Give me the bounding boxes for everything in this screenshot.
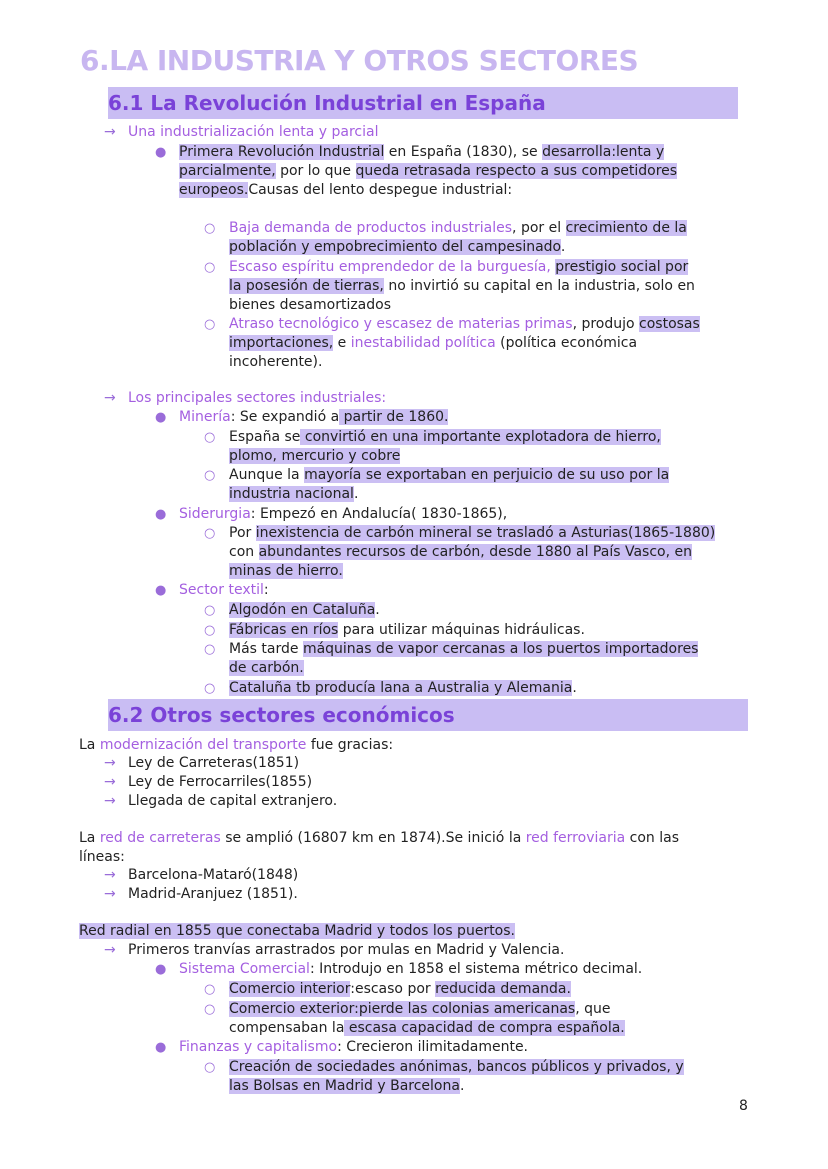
subitem-line: industria nacional. (229, 486, 359, 502)
arrow-item: → Llegada de capital extranjero. (104, 793, 338, 809)
arrow-item-industrializacion: → Una industrialización lenta y parcial (104, 124, 379, 140)
subitem-line: incoherente). (229, 354, 323, 370)
circle-bullet-icon: ○ (204, 430, 216, 445)
subitem-line: Fábricas en ríos para utilizar máquinas hidráulicas. (229, 622, 585, 638)
bullet-icon: ● (155, 583, 167, 598)
subitem-line: Algodón en Cataluña. (229, 602, 380, 618)
subitem-line: Por inexistencia de carbón mineral se trasladó a Asturias(1865-1880) (229, 525, 716, 541)
paragraph-line: La modernización del transporte fue gracias: (79, 737, 394, 753)
arrow-icon: → (104, 755, 116, 771)
bullet-text-line: parcialmente, por lo que queda retrasada respecto a sus competidores (179, 163, 678, 179)
circle-bullet-icon: ○ (204, 260, 216, 275)
bullet-finanzas: Finanzas y capitalismo: Crecieron ilimitadamente. (179, 1039, 529, 1055)
bullet-sistema-comercial: Sistema Comercial: Introdujo en 1858 el sistema métrico decimal. (179, 961, 643, 977)
subitem-line: población y empobrecimiento del campesinado. (229, 239, 566, 255)
circle-bullet-icon: ○ (204, 623, 216, 638)
section-heading-6-1 (80, 87, 738, 119)
subitem-line: Comercio exterior:pierde las colonias americanas, que (229, 1001, 611, 1017)
bullet-icon: ● (155, 507, 167, 522)
heading-text: 6.2 Otros sectores económicos (108, 703, 455, 727)
subitem-line: Atraso tecnológico y escasez de materias primas, produjo costosas (229, 316, 700, 332)
subitem-line: Baja demanda de productos industriales, por el crecimiento de la (229, 220, 687, 236)
subitem-line: Comercio interior:escaso por reducida demanda. (229, 981, 571, 997)
circle-bullet-icon: ○ (204, 982, 216, 997)
arrow-item: → Ley de Carreteras(1851) (104, 755, 300, 771)
subitem-line: Escaso espíritu emprendedor de la burguesía, prestigio social por (229, 259, 689, 275)
subitem-line: importaciones, e inestabilidad política (política económica (229, 335, 638, 351)
arrow-item: → Ley de Ferrocarriles(1855) (104, 774, 313, 790)
subitem-line: la posesión de tierras, no invirtió su capital en la industria, solo en (229, 278, 695, 294)
circle-bullet-icon: ○ (204, 468, 216, 483)
heading-indent (80, 87, 108, 119)
bullet-mineria: Minería: Se expandió a partir de 1860. (179, 409, 449, 425)
arrow-item: → Madrid-Aranjuez (1851). (104, 886, 298, 902)
page-title: 6.LA INDUSTRIA Y OTROS SECTORES (80, 44, 639, 77)
circle-bullet-icon: ○ (204, 317, 216, 332)
subitem-line: Cataluña tb producía lana a Australia y Alemania. (229, 680, 577, 696)
subitem-line: Aunque la mayoría se exportaban en perjuicio de su uso por la (229, 467, 670, 483)
arrow-icon: → (104, 390, 116, 406)
circle-bullet-icon: ○ (204, 1060, 216, 1075)
circle-bullet-icon: ○ (204, 221, 216, 236)
paragraph-line: Red radial en 1855 que conectaba Madrid y todos los puertos. (79, 923, 515, 939)
circle-bullet-icon: ○ (204, 642, 216, 657)
arrow-item: → Barcelona-Mataró(1848) (104, 867, 299, 883)
arrow-icon: → (104, 774, 116, 790)
bullet-text-line: europeos.Causas del lento despegue industrial: (179, 182, 513, 198)
paragraph-line: líneas: (79, 849, 125, 865)
heading-indent (80, 699, 108, 731)
circle-bullet-icon: ○ (204, 603, 216, 618)
arrow-icon: → (104, 793, 116, 809)
bullet-icon: ● (155, 962, 167, 977)
subitem-line: minas de hierro. (229, 563, 343, 579)
subitem-line: bienes desamortizados (229, 297, 392, 313)
section-heading-6-2 (80, 699, 748, 731)
circle-bullet-icon: ○ (204, 1002, 216, 1017)
subitem-line: de carbón. (229, 660, 304, 676)
arrow-icon: → (104, 942, 116, 958)
circle-bullet-icon: ○ (204, 681, 216, 696)
subitem-line: con abundantes recursos de carbón, desde 1880 al País Vasco, en (229, 544, 692, 560)
arrow-item-sectores: → Los principales sectores industriales: (104, 390, 387, 406)
circle-bullet-icon: ○ (204, 526, 216, 541)
bullet-icon: ● (155, 410, 167, 425)
bullet-textil: Sector textil: (179, 582, 269, 598)
subitem-line: Creación de sociedades anónimas, bancos públicos y privados, y (229, 1059, 684, 1075)
bullet-icon: ● (155, 1040, 167, 1055)
subitem-line: España se convirtió en una importante explotadora de hierro, (229, 429, 661, 445)
bullet-icon: ● (155, 145, 167, 160)
arrow-item: → Primeros tranvías arrastrados por mulas en Madrid y Valencia. (104, 942, 565, 958)
arrow-icon: → (104, 886, 116, 902)
arrow-icon: → (104, 867, 116, 883)
heading-text: 6.1 La Revolución Industrial en España (108, 91, 546, 115)
bullet-siderurgia: Siderurgia: Empezó en Andalucía( 1830-1865), (179, 506, 508, 522)
subitem-line: plomo, mercurio y cobre (229, 448, 401, 464)
subitem-line: Más tarde máquinas de vapor cercanas a los puertos importadores (229, 641, 699, 657)
arrow-icon: → (104, 124, 116, 140)
page-number: 8 (739, 1098, 748, 1114)
paragraph-line: La red de carreteras se amplió (16807 km en 1874).Se inició la red ferroviaria con las (79, 830, 679, 846)
subitem-line: compensaban la escasa capacidad de compra española. (229, 1020, 625, 1036)
subitem-line: las Bolsas en Madrid y Barcelona. (229, 1078, 465, 1094)
bullet-text-line: Primera Revolución Industrial en España (1830), se desarrolla:lenta y (179, 144, 665, 160)
